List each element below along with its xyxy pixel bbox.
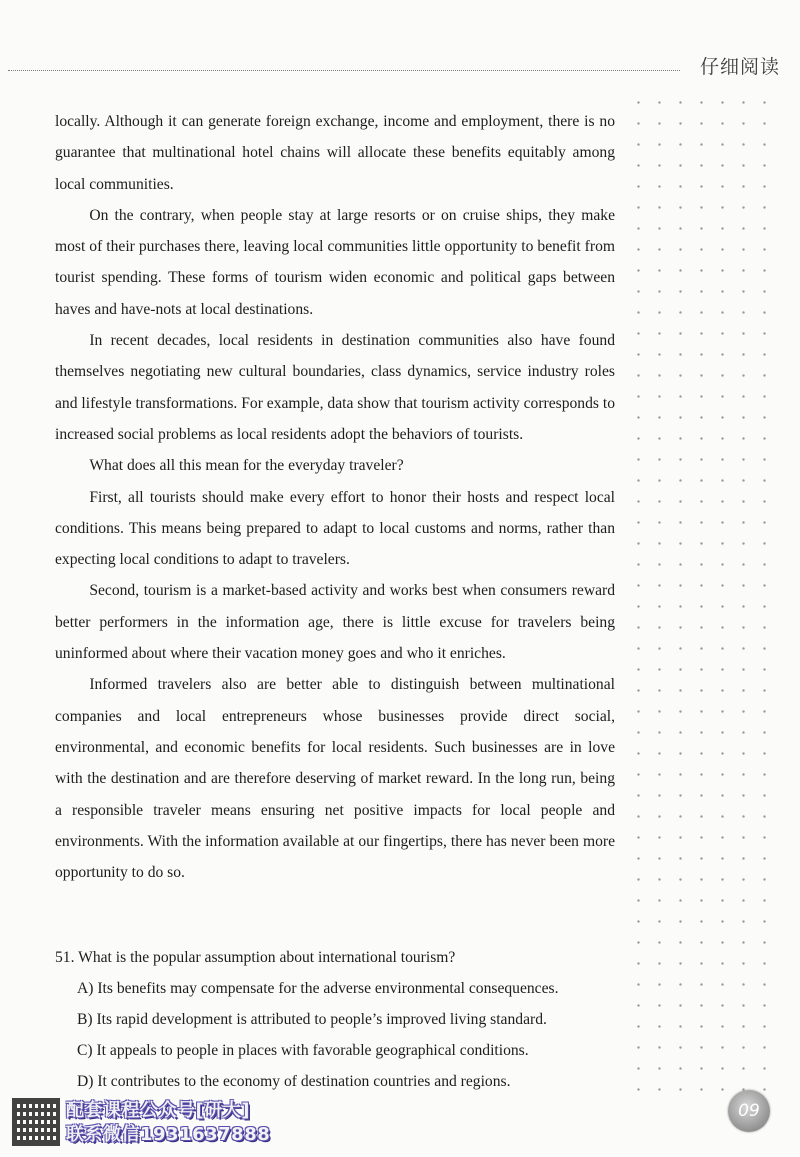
- watermark-line-1: 配套课程公众号[研大]: [66, 1100, 250, 1121]
- watermark: [12, 1098, 312, 1148]
- page-number-badge: 09: [728, 1090, 770, 1132]
- paragraph: What does all this mean for the everyday traveler?: [89, 457, 404, 475]
- header-rule: [8, 70, 680, 71]
- watermark-line-2: 联系微信1931637888: [66, 1124, 271, 1145]
- paragraph: First, all tourists should make every effort to honor their hosts and respect local conditions. This means being prepared to adapt to local customs and norms, rather than expecting local conditions to adapt to travelers.: [55, 488, 615, 569]
- paragraph: In recent decades, local residents in destination communities also have found themselves negotiating new cultural boundaries, class dynamics, service industry roles and lifestyle transformations. For example, data show that tourism activity corresponds to increased social problems as local residents adopt the behaviors of tourists.: [55, 332, 615, 443]
- paragraph: locally. Although it can generate foreign exchange, income and employment, there is no guarantee that multinational hotel chains will allocate these benefits equitably among local communities.: [55, 113, 615, 193]
- question-51: [55, 942, 615, 1097]
- option-a: A) Its benefits may compensate for the adverse environmental consequences.: [77, 980, 559, 997]
- option-b: B) Its rapid development is attributed to people’s improved living standard.: [77, 1011, 547, 1028]
- article-body: [55, 106, 615, 888]
- answer-options: [55, 973, 615, 1097]
- option-c: C) It appeals to people in places with favorable geographical conditions.: [77, 1042, 529, 1059]
- question-stem: 51. What is the popular assumption about international tourism?: [55, 949, 456, 966]
- paragraph: On the contrary, when people stay at large resorts or on cruise ships, they make most of their purchases there, leaving local communities little opportunity to benefit from tourist spending. These forms of tourism widen economic and political gaps between haves and have-nots at local destinations.: [55, 206, 615, 318]
- option-d: D) It contributes to the economy of destination countries and regions.: [77, 1073, 511, 1090]
- section-title: 仔细阅读: [699, 56, 780, 78]
- margin-dot-grid: [628, 92, 776, 1092]
- paragraph: Informed travelers also are better able to distinguish between multinational companies and local entrepreneurs whose businesses provide direct social, environmental, and economic benefits for local residents. Such businesses are in love with the destination and are therefore deserving of market reward. In the long run, being a responsible traveler means ensuring net positive impacts for local people and environments. With the information available at our fingertips, there has never been more opportunity to do so.: [55, 676, 615, 882]
- qr-code-icon: [12, 1098, 60, 1146]
- paragraph: Second, tourism is a market-based activity and works best when consumers reward better performers in the information age, there is little excuse for travelers being uninformed about where their vacation money goes and who it enriches.: [55, 582, 615, 663]
